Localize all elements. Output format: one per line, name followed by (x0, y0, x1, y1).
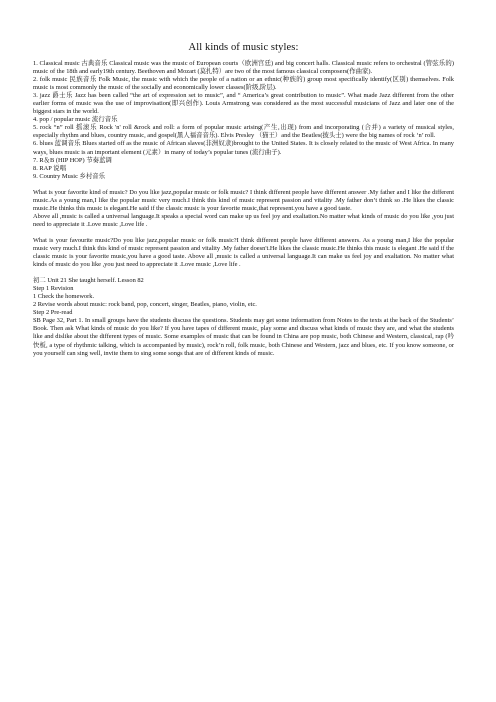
list-item-jazz: 3. jazz 爵士乐 Jazz has been called “the art of expression set to music”, and “ America’s great contribution to music”. What made Jazz different from the other earlier forms of music was the use of improvisation(即兴创作). Louis Armstrong was considered as the most successful musicians of Jazz and later one of the biggest stars in the world. (33, 92, 454, 116)
list-item-rnb: 7. R＆B (HIP HOP) 节奏蓝调 (33, 156, 112, 164)
step-2-paragraph: SB Page 32, Part 1. In small groups have the students discuss the questions. Students may get some information from Notes to the texts at the back of the Students’ Book. Then ask What kinds of music do you like? If you have tapes of different music, play some and discuss what kinds of music they are, and what the students like and dislike about the different types of music. Some examples of music that can be found in China are pop music, both Chinese and Western, classical, rap (吟快板, a type of rhythmic talking, which is accompanied by music), rock’n roll, folk music, both Chinese and Western, jazz and blues, etc. If you know someone, or you yourself can sing well, invite them to sing some songs that are of different kinds of music. (33, 317, 454, 357)
list-item-folk: 2. folk music 民族音乐 Folk Music, the music with which the people of a nation or an ethnic(种族的) group most specifically identify(区别) themselves. Folk music is most commonly the music of the socially and economically lower classes(阶级,阶层). (33, 76, 454, 92)
step-2-heading: Step 2 Pre-read (33, 309, 73, 317)
list-item-pop: 4. pop / popular music 流行音乐 (33, 116, 118, 124)
list-item-rap: 8. RAP 说唱 (33, 164, 66, 172)
list-item-classical: 1. Classical music 古典音乐 Classical music was the music of European courts（欧洲宫廷) and big concert halls. Classical music refers to orchestral (管弦乐的) music of the 18th and early19th century. Beethoven and Mozart (莫扎特）are two of the most famous classical composers(作曲家). (33, 60, 454, 76)
lesson-heading: 初二 Unit 21 She taught herself. Lesson 82 (33, 277, 144, 285)
step-1-item-1: 1 Check the homework. (33, 293, 95, 301)
list-item-country: 9. Country Music 乡村音乐 (33, 172, 106, 180)
step-1-item-2: 2 Revise words about music: rock band, pop, concert, singer, Beatles, piano, violin, etc. (33, 301, 257, 309)
list-item-rock: 5. rock “n” roll 摇滚乐 Rock 'n' roll &rock and roll: a form of popular music arising(产生,出现) from and incorporating (合并) a variety of musical styles, especially rhythm and blues, country music, and gospel(黑人福音音乐). Elvis Presley （猫王）and the Beatles(披头士) were the big names of rock ‘n’ roll. (33, 124, 454, 140)
step-1-heading: Step 1 Revision (33, 285, 74, 293)
essay-paragraph-2: Above all ,music is called a universal language.It speaks a special word can make up us feel joy and exaltation.No matter what kinds of music do you like ,you just need to appreciate it .Love music ,Love life . (33, 212, 454, 228)
page-title: All kinds of music styles: (188, 42, 299, 53)
list-item-blues: 6. blues 蓝调音乐 Blues started off as the music of African slaves(非洲奴隶)brought to the United States. It is closely related to the music of West Africa. In many ways, blues music is an important element (元素）in many of today’s popular tunes (流行曲子). (33, 140, 454, 156)
essay-paragraph-1: What is your favorite kind of music? Do you like jazz,popular music or folk music? I think different people have different answer .My father and I like the different music.As a young man,I like the popular music very much.I think this kind of music represent passion and vitality .My father don’t think so .He likes the classic music.He thinks this music is elegant.He said if the classic music is your favorite music,that represent.you have a good taste. (33, 188, 454, 212)
essay-paragraph-3: What is your favourite music?Do you like jazz,popular music or folk music?I think different people have different answers. As a young man,I like the popular music very much.I think this kind of music represent passion and vitality .My father doesn't.He likes the classic music.He thinks this music is elegant .He said if the classic music is your favorite music,you have a good taste. Above all ,music is called a universal language.It can make us feel joy and exaltation. No matter what kinds of music do you like ,you just need to appreciate it .Love music ,Love life . (33, 236, 454, 269)
